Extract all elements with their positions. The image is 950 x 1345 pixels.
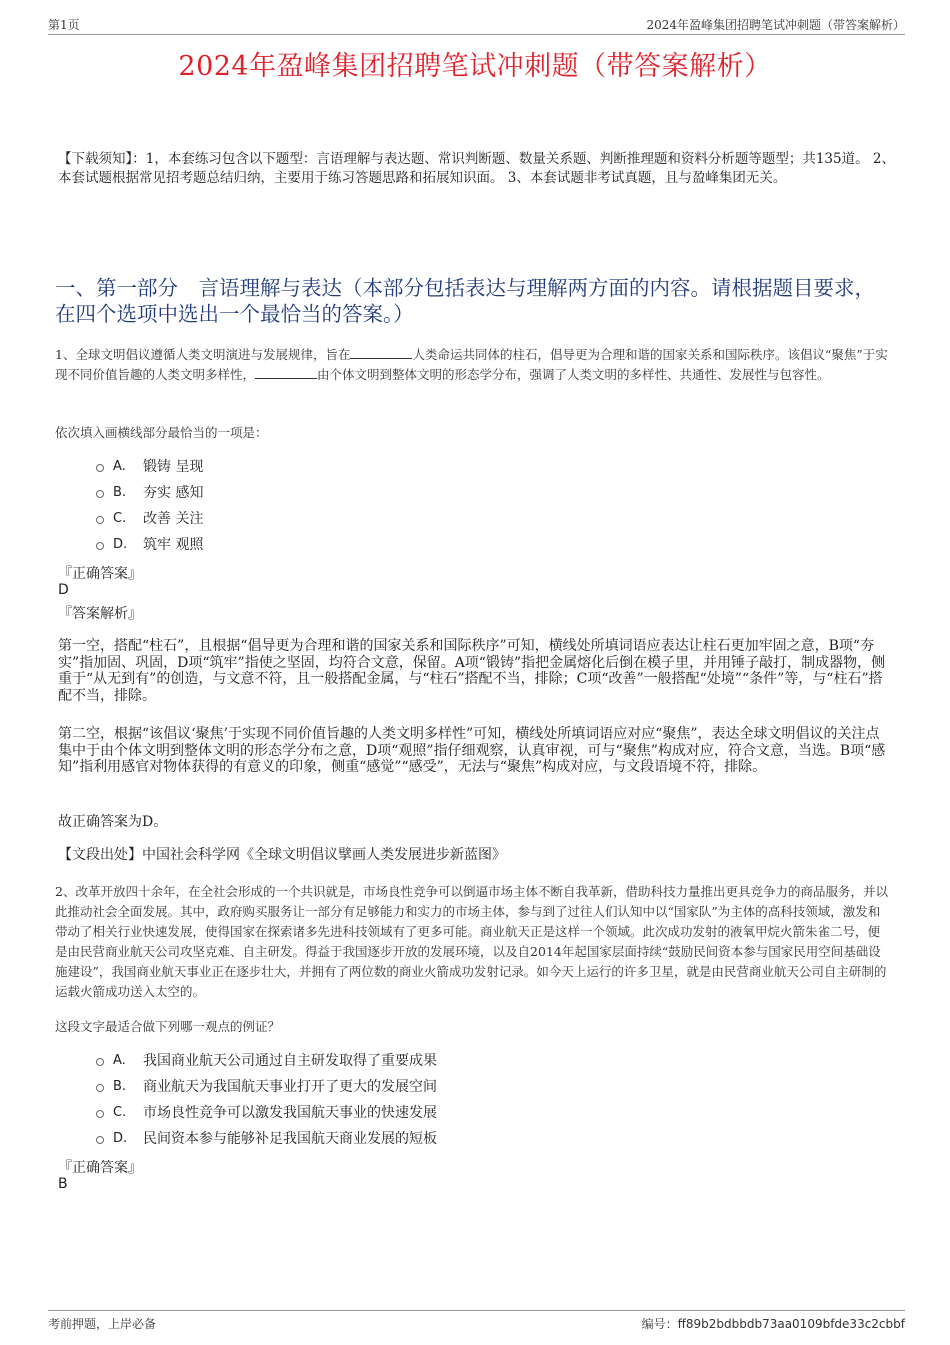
radio-icon[interactable] — [96, 1084, 104, 1092]
radio-icon[interactable] — [96, 490, 104, 498]
section-heading: 一、第一部分 言语理解与表达（本部分包括表达与理解两方面的内容。请根据题目要求，在四个选项中选出一个最恰当的答案。） — [55, 276, 875, 326]
question-1-answer: D — [58, 582, 69, 598]
radio-icon[interactable] — [96, 516, 104, 524]
option-letter: B. — [113, 1078, 127, 1094]
option-b[interactable] — [96, 479, 203, 505]
radio-icon[interactable] — [96, 464, 104, 472]
radio-icon[interactable] — [96, 542, 104, 550]
option-a[interactable] — [96, 1047, 437, 1073]
option-c[interactable] — [96, 1099, 437, 1125]
option-text: 我国商业航天公司通过自主研发取得了重要成果 — [143, 1053, 437, 1069]
question-1-answer-label: 『正确答案』 — [58, 566, 142, 582]
question-1-text-part3: 由个体文明到整体文明的形态学分布，强调了人类文明的多样性、共通性、发展性与包容性。 — [317, 367, 830, 382]
question-2-answer-label: 『正确答案』 — [58, 1160, 142, 1176]
option-b[interactable] — [96, 1073, 437, 1099]
option-letter: B. — [113, 484, 127, 500]
option-text: 商业航天为我国航天事业打开了更大的发展空间 — [143, 1079, 437, 1095]
page-header — [48, 14, 905, 35]
download-notice: 【下载须知】：1，本套练习包含以下题型：言语理解与表达题、常识判断题、数量关系题、判断推理题和资料分析题等题型；共135道。 2、本套试题根据常见招考题总结归纳，主要用于练习答题思路和拓展知识面。 3、本套试题非考试真题，且与盈峰集团无关。 — [58, 151, 895, 186]
question-1-options — [96, 453, 203, 557]
option-letter: D. — [113, 536, 128, 552]
footer-code — [642, 1315, 905, 1332]
question-1-text-part1: 1、全球文明倡议遵循人类文明演进与发展规律，旨在 — [55, 347, 351, 362]
option-letter: C. — [113, 1104, 127, 1120]
option-letter: A. — [113, 1052, 126, 1068]
footer-code-label: 编号： — [641, 1317, 678, 1331]
radio-icon[interactable] — [96, 1058, 104, 1066]
document-title: 2024年盈峰集团招聘笔试冲刺题（带答案解析） — [178, 51, 772, 82]
option-letter: D. — [113, 1130, 128, 1146]
page-footer — [48, 1310, 905, 1335]
footer-code-value: ff89b2bdbbdb73aa0109bfde33c2cbbf — [677, 1317, 905, 1331]
option-text: 筑牢 观照 — [143, 537, 204, 553]
question-1-text — [55, 345, 892, 385]
question-1-source: 【文段出处】中国社会科学网《全球文明倡议擘画人类发展进步新蓝图》 — [58, 847, 506, 863]
header-doc-title: 2024年盈峰集团招聘笔试冲刺题（带答案解析） — [646, 18, 905, 32]
question-1-text-part2: 人类命运共同体的柱石，倡导更为合理和谐的国家关系和国际秩序。该倡议“聚焦”于实现不同价值旨趣的人类文明多样性， — [55, 347, 888, 382]
question-1-conclusion: 故正确答案为D。 — [58, 814, 168, 830]
option-d[interactable] — [96, 1125, 437, 1151]
question-1-prompt: 依次填入画横线部分最恰当的一项是： — [55, 425, 268, 440]
option-text: 改善 关注 — [143, 511, 204, 527]
option-text: 市场良性竞争可以激发我国航天事业的快速发展 — [143, 1105, 437, 1121]
option-d[interactable] — [96, 531, 203, 557]
radio-icon[interactable] — [96, 1110, 104, 1118]
question-1-analysis-label: 『答案解析』 — [58, 606, 142, 622]
question-2-options — [96, 1047, 437, 1151]
fill-blank-2 — [255, 366, 317, 379]
fill-blank-1 — [350, 346, 412, 359]
question-2-answer: B — [58, 1176, 68, 1192]
footer-slogan: 考前押题，上岸必备 — [48, 1317, 157, 1331]
radio-icon[interactable] — [96, 1136, 104, 1144]
question-2-text: 2、改革开放四十余年，在全社会形成的一个共识就是，市场良性竞争可以倒逼市场主体不断自我革新，借助科技力量推出更具竞争力的商品服务，并以此推动社会全面发展。其中，政府购买服务让一部分有足够能力和实力的市场主体，参与到了过往人们认知中以“国家队”为主体的高科技领域，激发和带动了相关行业快速发展，使得国家在探索诸多先进科技领域有了更多可能。商业航天正是这样一个领域。此次成功发射的液氧甲烷火箭朱雀二号，便是由民营商业航天公司攻坚克难、自主研发。得益于我国逐步开放的发展环境，以及自2014年起国家层面持续“鼓励民间资本参与国家民用空间基础设施建设”，我国商业航天事业正在逐步壮大，并拥有了两位数的商业火箭成功发射记录。如今天上运行的许多卫星，就是由民营商业航天公司自主研制的运载火箭成功送入太空的。 — [55, 884, 888, 999]
option-text: 夯实 感知 — [143, 485, 204, 501]
option-letter: C. — [113, 510, 127, 526]
option-c[interactable] — [96, 505, 203, 531]
option-a[interactable] — [96, 453, 203, 479]
page-number: 第1页 — [48, 18, 80, 32]
option-text: 锻铸 呈现 — [143, 459, 204, 475]
question-1-analysis-paragraph-1: 第一空，搭配“柱石”，且根据“倡导更为合理和谐的国家关系和国际秩序”可知，横线处所填词语应表达让柱石更加牢固之意，B项“夯实”指加固、巩固，D项“筑牢”指使之坚固，均符合文意，保留。A项“锻铸”指把金属熔化后倒在模子里，并用锤子敲打，制成器物，侧重于“从无到有”的创造，与文意不符，且一般搭配金属，与“柱石”搭配不当，排除；C项“改善”一般搭配“处境”“条件”等，与“柱石”搭配不当，排除。 — [58, 638, 886, 704]
option-letter: A. — [113, 458, 126, 474]
option-text: 民间资本参与能够补足我国航天商业发展的短板 — [143, 1131, 437, 1147]
question-2-prompt: 这段文字最适合做下列哪一观点的例证？ — [55, 1019, 281, 1034]
question-1-analysis-paragraph-2: 第二空，根据“该倡议‘聚焦’于实现不同价值旨趣的人类文明多样性”可知，横线处所填词语应对应“聚焦”，表达全球文明倡议的关注点集中于由个体文明到整体文明的形态学分布之意，D项“观照”指仔细观察，认真审视，可与“聚焦”构成对应，符合文意，当选。B项“感知”指利用感官对物体获得的有意义的印象，侧重“感觉”“感受”，无法与“聚焦”构成对应，与文段语境不符，排除。 — [58, 726, 886, 775]
